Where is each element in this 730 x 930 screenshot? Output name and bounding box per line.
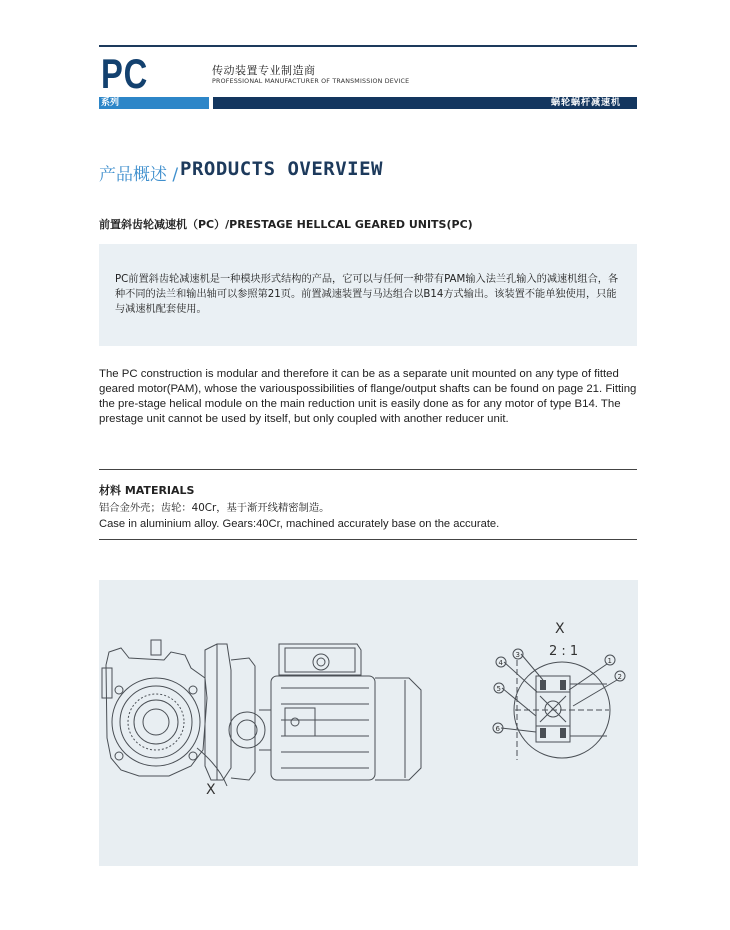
technical-drawing-panel	[99, 580, 638, 866]
technical-drawing	[99, 580, 638, 866]
callout-5: 5	[496, 685, 501, 693]
materials-title: 材料 MATERIALS	[99, 484, 195, 497]
view-label: X	[206, 782, 216, 798]
series-label: 系列	[101, 98, 120, 108]
callout-3: 3	[515, 651, 520, 659]
callout-6: 6	[495, 725, 500, 733]
callout-1: 1	[607, 657, 612, 665]
materials-top-rule	[99, 469, 637, 470]
header-top-rule	[99, 45, 637, 47]
description-cn-box	[99, 244, 637, 346]
description-cn: PC前置斜齿轮减速机是一种模块形式结构的产品，它可以与任何一种带有PAM输入法兰孔输入的减速机组合，各种不同的法兰和输出轴可以参照第21页。前置减速装置与马达组合以B14方式输出。该装置不能单独使用，只能与减速机配套使用。	[115, 274, 619, 315]
product-heading: 前置斜齿轮减速机（PC）/PRESTAGE HELLCAL GEARED UNITS(PC)	[99, 218, 473, 231]
product-label: 蜗轮蜗杆减速机	[550, 98, 621, 108]
callout-2: 2	[617, 673, 622, 681]
detail-label: X	[555, 621, 565, 637]
scale-label: 2 : 1	[549, 644, 579, 659]
materials-text-cn: 铝合金外壳；齿轮：40Cr，基于渐开线精密制造。	[99, 502, 330, 514]
callout-4: 4	[498, 659, 503, 667]
tagline-cn: 传动装置专业制造商	[212, 64, 316, 77]
product-bar	[213, 97, 637, 109]
gear-reducer-drawing	[102, 640, 625, 786]
section-title-cn: 产品概述 /	[99, 165, 179, 185]
series-code: PC	[101, 50, 149, 97]
materials-bottom-rule	[99, 539, 637, 540]
materials-text-en: Case in aluminium alloy. Gears:40Cr, machined accurately base on the accurate.	[99, 518, 500, 530]
tagline-en: PROFESSIONAL MANUFACTURER OF TRANSMISSION DEVICE	[212, 78, 410, 85]
description-en: The PC construction is modular and therefore it can be as a separate unit mounted on any type of fitted geared motor(PAM), whose the variouspossibilities of flange/output shafts can be found on page 21. Fitting the pre-stage helical module on the main reduction unit is easily done as for any motor of type B14. The prestage unit cannot be used by itself, but only coupled with another reducer unit.	[99, 368, 637, 425]
series-bar	[99, 97, 209, 109]
section-title-en: PRODUCTS OVERVIEW	[180, 158, 383, 180]
